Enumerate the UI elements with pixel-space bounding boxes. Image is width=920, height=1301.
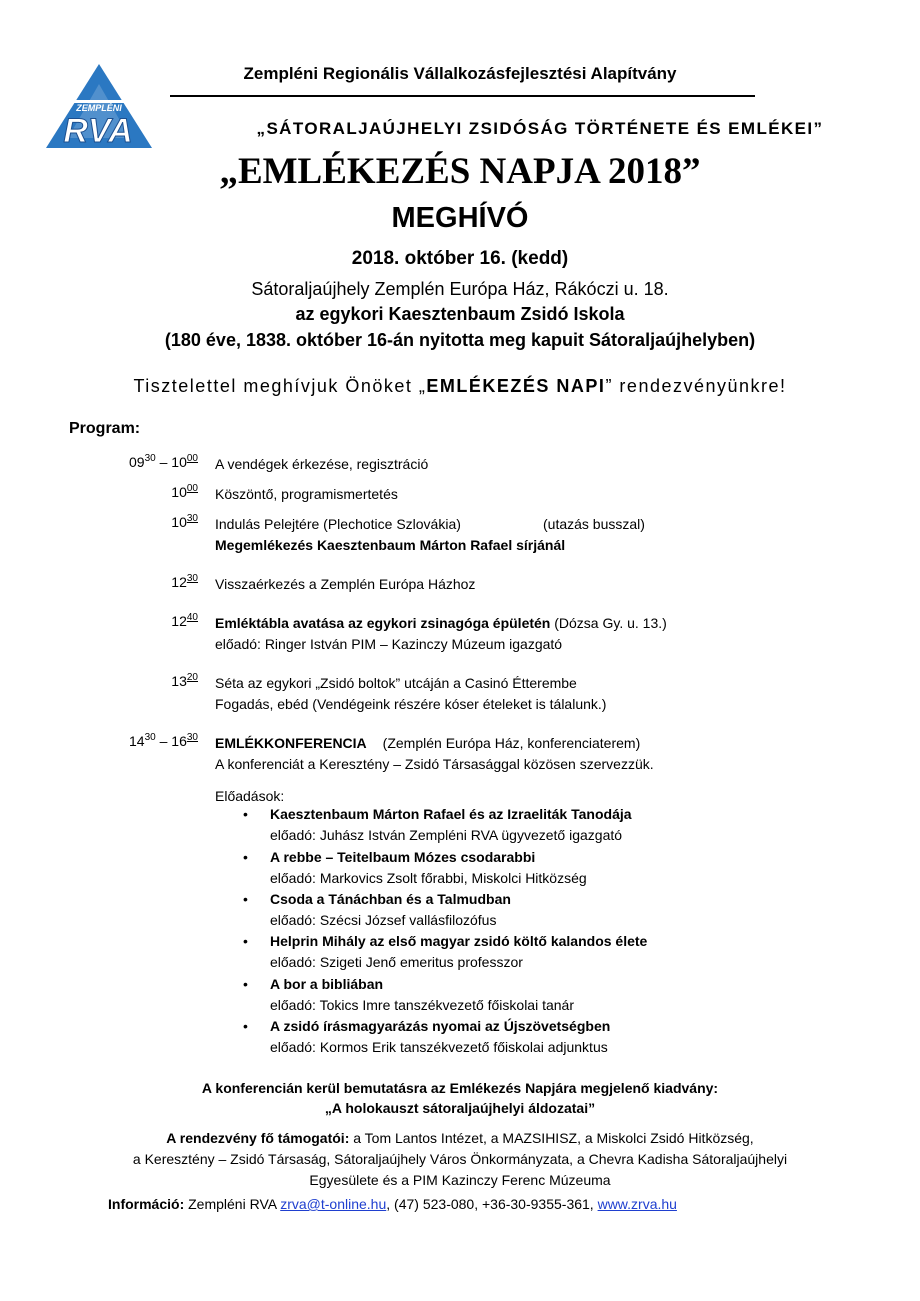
program-time: $12^{30}$ [171,573,198,590]
sponsors-line-1: A rendezvény fő támogatói: a Tom Lantos Intézet, a MAZSIHISZ, a Miskolci Zsidó Hitközség, [166,1130,754,1146]
invitation-heading: MEGHÍVÓ [391,202,529,234]
program-desc: Emléktábla avatása az egykori zsinagóga épületén (Dózsa Gy. u. 13.) [215,615,667,631]
program-desc: Séta az egykori „Zsidó boltok” utcáján a Casinó Étterembe [215,675,577,691]
venue-school: az egykori Kaesztenbaum Zsidó Iskola [295,304,625,324]
program-time: $12^{40}$ [171,612,198,629]
publication-title: „A holokauszt sátoraljaújhelyi áldozatai” [324,1100,596,1116]
program-desc: EMLÉKKONFERENCIA (Zemplén Európa Ház, konferenciaterem) [215,735,641,751]
bullet-icon: • [243,933,248,949]
bullet-icon: • [243,976,248,992]
bullet-icon: • [243,849,248,865]
logo-small-text: ZEMPLÉNI [76,103,122,113]
logo-main-text: RVA [63,112,133,150]
program-desc: A vendégek érkezése, regisztráció [215,456,429,472]
program-desc: Fogadás, ebéd (Vendégeink részére kóser ételeket is tálalunk.) [215,696,607,712]
lecture-title: A zsidó írásmagyarázás nyomai az Újszövetségben [270,1018,611,1034]
website-link[interactable]: www.zrva.hu [597,1196,677,1212]
lecture-speaker: előadó: Tokics Imre tanszékvezető főiskolai tanár [270,997,575,1013]
program-time: $10^{30}$ [171,513,198,530]
lecture-speaker: előadó: Markovics Zsolt főrabbi, Miskolci Hitközség [270,870,587,886]
event-date: 2018. október 16. (kedd) [351,248,569,269]
bullet-icon: • [243,1018,248,1034]
program-desc: Visszaérkezés a Zemplén Európa Házhoz [215,576,476,592]
lecture-title: Helprin Mihály az első magyar zsidó költő kalandos élete [270,933,648,949]
lecture-speaker: előadó: Juhász István Zempléni RVA ügyvezető igazgató [270,827,623,843]
lecture-speaker: előadó: Kormos Erik tanszékvezető főiskolai adjunktus [270,1039,608,1055]
program-time: $10^{00}$ [171,483,198,500]
program-desc: Köszöntő, programismertetés [215,486,398,502]
header-divider [170,95,755,97]
program-note: (utazás busszal) [543,516,645,532]
publication-line: A konferencián kerül bemutatásra az Emlékezés Napjára megjelenő kiadvány: [201,1080,719,1096]
sponsors-line-3: Egyesülete és a PIM Kazinczy Ferenc Múzeuma [309,1172,611,1188]
lecture-speaker: előadó: Szécsi József vallásfilozófus [270,912,497,928]
program-time: $09^{30} - 10^{00}$ [129,453,198,470]
contact-info: Információ: Zempléni RVA zrva@t-online.hu, (47) 523-080, +36-30-9355-361, www.zrva.hu [108,1196,677,1212]
bullet-icon: • [243,891,248,907]
program-desc: előadó: Ringer István PIM – Kazinczy Múzeum igazgató [215,636,563,652]
email-link[interactable]: zrva@t-online.hu [280,1196,387,1212]
series-title: „SÁTORALJAÚJHELYI ZSIDÓSÁG TÖRTÉNETE ÉS EMLÉKEI” [256,119,824,138]
lecture-title: Kaesztenbaum Márton Rafael és az Izraeliták Tanodája [270,806,632,822]
program-desc: Indulás Pelejtére (Plechotice Szlovákia) [215,516,461,532]
bullet-icon: • [243,806,248,822]
greeting: Tisztelettel meghívjuk Önöket „EMLÉKEZÉS NAPI” rendezvényünkre! [133,376,787,396]
organization-name: Zempléni Regionális Vállalkozásfejlesztési Alapítvány [243,64,677,83]
anniversary-note: (180 éve, 1838. október 16-án nyitotta meg kapuit Sátoraljaújhelyben) [164,330,756,350]
program-time: $14^{30} - 16^{30}$ [129,732,198,749]
program-time: $13^{20}$ [171,672,198,689]
lecture-title: A bor a bibliában [270,976,384,992]
lecture-title: Csoda a Tánáchban és a Talmudban [270,891,511,907]
program-desc-bold: Megemlékezés Kaesztenbaum Márton Rafael sírjánál [215,537,566,553]
event-title: „EMLÉKEZÉS NAPJA 2018” [219,151,701,192]
program-label: Program: [69,420,141,437]
lecture-title: A rebbe – Teitelbaum Mózes csodarabbi [270,849,536,865]
lecture-speaker: előadó: Szigeti Jenő emeritus professzor [270,954,523,970]
program-desc: A konferenciát a Keresztény – Zsidó Társasággal közösen szervezzük. [215,756,654,772]
event-address: Sátoraljaújhely Zemplén Európa Ház, Rákóczi u. 18. [251,279,669,299]
lectures-label: Előadások: [215,788,285,804]
sponsors-line-2: a Keresztény – Zsidó Társaság, Sátoraljaújhely Város Önkormányzata, a Chevra Kadisha Sátoraljaújhelyi [132,1151,788,1167]
